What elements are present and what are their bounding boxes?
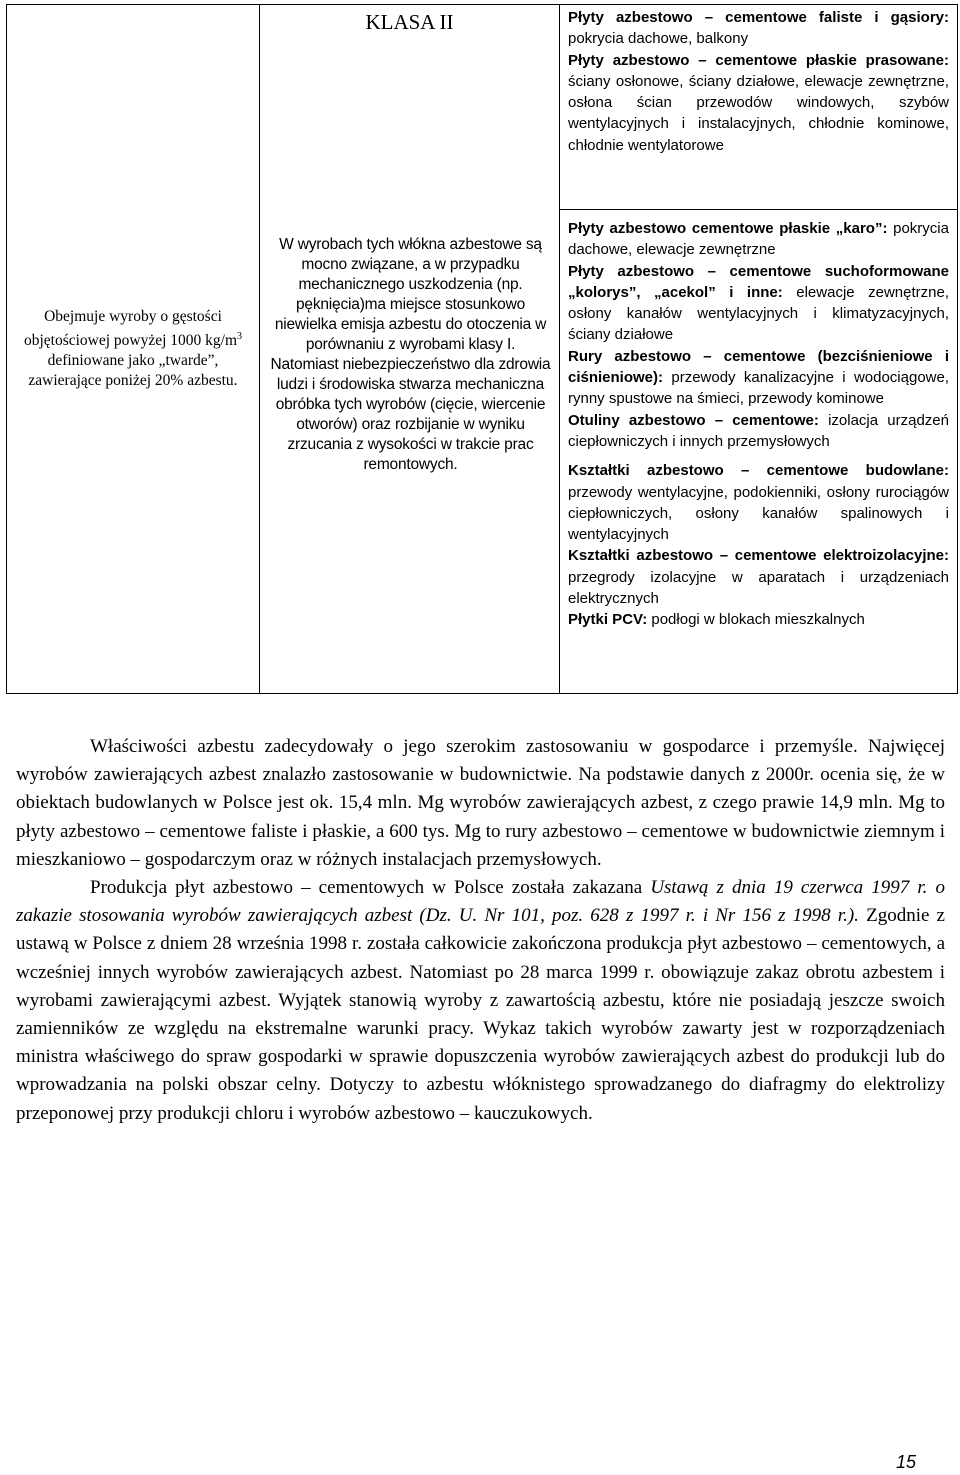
page-number: 15 — [896, 1452, 917, 1472]
product-entry: Płytki PCV: podłogi w blokach mieszkalnych — [568, 611, 865, 629]
product-entry: Płyty azbestowo cementowe płaskie „karo”: pokrycia dachowe, elewacje zewnętrzne — [568, 220, 949, 259]
products-cell-top — [560, 5, 958, 210]
product-entry: Rury azbestowo – cementowe (bezciśnieniowe i ciśnieniowe): przewody kanalizacyjne i wodociągowe, rynny spustowe na śmieci, przewody kominowe — [568, 347, 949, 408]
body-paragraph: Produkcja płyt azbestowo – cementowych w Polsce została zakazana Ustawą z dnia 19 czerwca 1997 r. o zakazie stosowania wyrobów zawierających azbest (Dz. U. Nr 101, poz. 628 z 1997 r. i Nr 156 z 1998 r.). Zgodnie z ustawą w Polsce z dniem 28 września 1998 r. została całkowicie zakończona produkcja płyt azbestowo – cementowych, a wcześniej innych wyrobów zawierających azbest. Natomiast po 28 marca 1999 r. obowiązuje zakaz obrotu azbestem i wyrobami zawierającymi azbest. Wyjątek stanowią wyroby z zawartością azbestu, które nie posiadają jeszcze swoich zamienników ze względu na ekstremalne warunki pracy. Wykaz takich wyrobów zawarty jest w rozporządzeniach ministra właściwego do spraw gospodarki w sprawie dopuszczenia wyrobów zawierających azbest do produkcji lub do wprowadzania na polski obszar celny. Dotyczy to azbestu włóknistego sprowadzanego do diafragmy do elektrolizy przeponowej przy produkcji chloru i wyrobów azbestowo – kauczukowych. — [16, 877, 945, 1124]
class-heading: KLASA II — [365, 10, 454, 34]
class-note-cell — [260, 5, 560, 694]
product-entry: Otuliny azbestowo – cementowe: izolacja urządzeń ciepłowniczych i innych przemysłowych — [568, 411, 949, 450]
product-entry: Płyty azbestowo – cementowe faliste i gąsiory: pokrycia dachowe, balkony — [568, 9, 949, 48]
product-entry: Płyty azbestowo – cementowe suchoformowane „kolorys”, „acekol” i inne: elewacje zewnętrzne, osłony kanałów wentylacyjnych i klimatyzacyjnych, ściany działowe — [568, 262, 950, 344]
body-text — [16, 733, 945, 1128]
class-note: W wyrobach tych włókna azbestowe są mocno związane, a w przypadku mechanicznego uszkodzenia (np. pęknięcia)ma miejsce stosunkowo niewielka emisja azbestu do otoczenia w porównaniu z wyrobami klasy I. Natomiast niebezpieczeństwo dla zdrowia ludzi i środowiska stwarza mechaniczna obróbka tych wyrobów (cięcie, wiercenie otworów) oraz rozbijanie w wyniku zrzucania z wysokości w trakcie prac remontowych. — [270, 236, 551, 473]
product-entry: Płyty azbestowo – cementowe płaskie prasowane: ściany osłonowe, ściany działowe, elewacje zewnętrzne, osłona ścian przewodów windowych, szybów wentylacyjnych i instalacyjnych, chłodnie kominowe, chłodnie wentylatorowe — [568, 51, 949, 154]
class-description-cell — [7, 5, 260, 694]
class-description: Obejmuje wyroby o gęstości objętościowej powyżej 1000 $kg/m^3$ definiowane jako „twarde”, zawierające poniżej 20% azbestu. — [23, 307, 243, 390]
products-cell-bottom — [560, 210, 958, 694]
product-entry: Kształtki azbestowo – cementowe budowlane: przewody wentylacyjne, podokienniki, osłony rurociągów ciepłowniczych, osłony kanałów spalinowych i wentylacyjnych — [568, 462, 949, 544]
asbestos-class-table — [6, 4, 958, 694]
law-citation: Ustawą z dnia 19 czerwca 1997 r. o zakazie stosowania wyrobów zawierających azbest (Dz. U. Nr 101, poz. 628 z 1997 r. i Nr 156 z 1998 r.). — [16, 877, 945, 927]
product-entry: Kształtki azbestowo – cementowe elektroizolacyjne: przegrody izolacyjne w aparatach i urządzeniach elektrycznych — [568, 547, 949, 608]
body-paragraph: Właściwości azbestu zadecydowały o jego szerokim zastosowaniu w gospodarce i przemyśle. Najwięcej wyrobów zawierających azbest znalazło zastosowanie w budownictwie. Na podstawie danych z 2000r. ocenia się, że w obiektach budowlanych w Polsce jest ok. 15,4 mln. Mg wyrobów zawierających azbest, z czego prawie 14,9 mln. Mg to płyty azbestowo – cementowe faliste i płaskie, a 600 tys. Mg to rury azbestowo – cementowe w budownictwie ziemnym i mieszkaniowo – gospodarczym oraz w różnych instalacjach przemysłowych. — [16, 736, 945, 870]
spacer — [568, 452, 949, 460]
